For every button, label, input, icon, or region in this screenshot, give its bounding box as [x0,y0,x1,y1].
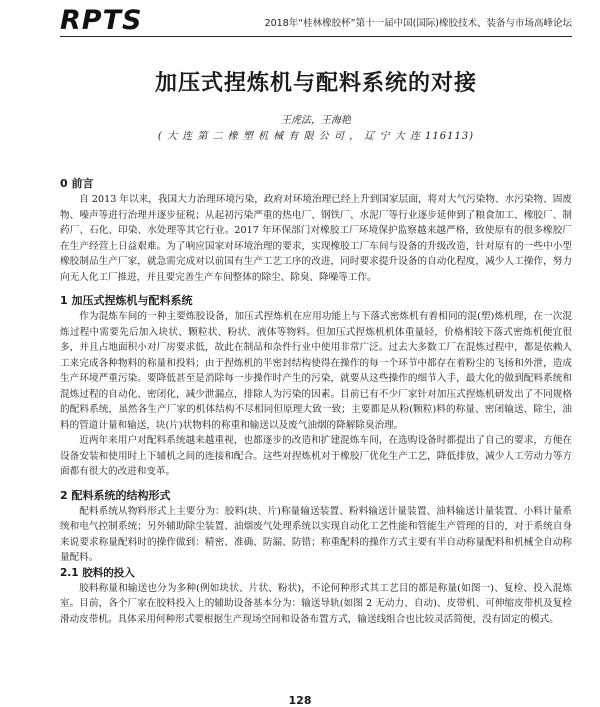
running-header [60,6,572,37]
paper-title: 加压式捏炼机与配料系统的对接 [154,71,477,96]
page-number: 128 [288,694,312,707]
section-heading: 1 加压式捏炼机与配料系统 [60,294,193,307]
section-heading: 2 配料系统的结构形式 [60,488,171,502]
paper-affiliation: ( 大 连 第 二 橡 塑 机 械 有 限 公 司 ， 辽 宁 大 连 116113) [157,131,475,142]
paragraph: 近两年来用户对配料系统越来越重视，也都逐步的改造和扩建混炼车间，在选购设备时都提出了自己的要求，方便在设备安装和使用时上下辅机之间的连接和配合。这些对捏炼机对于橡胶厂优化生产工艺，降低排放，减少人工劳动力等方面都有很大的改进和变革。 [60,435,572,477]
paragraph: 配料系统从物料形式上主要分为：胶料(块、片)称量输送装置、粉料输送计量装置、油料输送计量装置、小料计量系统和电气控制系统；另外辅助除尘装置、油烟废气处理系统以实现自动化工艺性能和管能生产管理的目的，对于系统自身来说要求称量配料时的操作做到：精密、准确、防漏、防错；称重配料的操作方式主要有半自动称量配料和机械全自动称量配料。 [60,505,572,563]
paragraph: 自 2013 年以来，我国大力治理环境污染，政府对环境治理已经上升到国家层面，将对大气污染物、水污染物、固废物、噪声等进行治理并逐步征税；从起初污染严重的热电厂、钢铁厂、水泥厂等行业逐步延伸到了粮食加工、橡胶厂、制药厂、石化、印染、水处理等其它行业。2017 年环保部门对橡胶工厂环境保护监察越来越严格，致使原有的很多橡胶厂在生产经营上日益艰难。为了响应国家对环境治理的要求，实现橡胶工厂车间与设备的升级改造，针对原有的一些中小型橡胶制品生产厂家，就急需完成对以前国有生产工艺工序的改进，同时要求提升设备的自动化程度，减少人工操作，努力向无人化工厂推进，并且要完善生产车间整体的除尘、除臭、降噪等工作。 [60,194,572,283]
section-0 [60,176,572,285]
running-title: 2018年“桂林橡胶杯”第十一届中国(国际)橡胶技术、装备与市场高峰论坛 [264,18,572,29]
paper-body [60,176,572,627]
subsection-heading: 2.1 胶料的投入 [60,566,135,579]
rpts-logo: RPTS [60,5,143,36]
paragraph: 胶料称量和输送也分为多种(例如块状、片状、粉状)，不论何种形式其工艺目的都是称量(如图一)、复检、投入混炼室。目前，各个厂家在胶料投入上的辅助设备基本分为：输送导轨(如图 2 无动力、自动)、皮带机、可伸缩皮带机及复检滑动皮带机。具体采用何种形式要根据生产现场空间和设备布置方式，输送线组合也比较灵活简便，没有固定的模式。 [60,582,572,625]
section-heading: 0 前言 [60,177,94,190]
paragraph: 作为混炼车间的一种主要炼胶设备，加压式捏炼机在应用功能上与下落式密炼机有着相同的混(塑)炼机理，在一次混炼过程中需要先后加入块状、颗粒状、粉状、液体等物料。但加压式捏炼机机体重量轻，价格相较下落式密炼机便宜很多，并且占地面积小对厂房要求低，故此在制品和杂件行业中使用非常广泛。过去大多数工厂在混炼过程中，都是依赖人工来完成各种物料的称量和投料；由于捏炼机的半密封结构使得在操作的每一个环节中都存在着粉尘的飞扬和外泄，造成生产环境严重污染。要降低甚至是消除每一步操作时产生的污染，就要从这些操作的细节入手，最大化的做到配料系统和混炼过程的自动化、密闭化，减少泄漏点，排除人为污染的因素。目前已有不少厂家针对加压式捏炼机研发出了不同规格的配料系统，虽然各生产厂家的机体结构不尽相同但原理大致一致；主要都是从粉(颗粒)料的称量、密闭输送、除尘，油料的管道计量和输送，块(片)状物料的称重和输送以及废气油烟的降解除臭治理。 [60,311,572,431]
paper-authors: 王虎法，王海艳 [281,115,351,126]
section-1 [60,293,572,480]
section-2 [60,488,572,628]
